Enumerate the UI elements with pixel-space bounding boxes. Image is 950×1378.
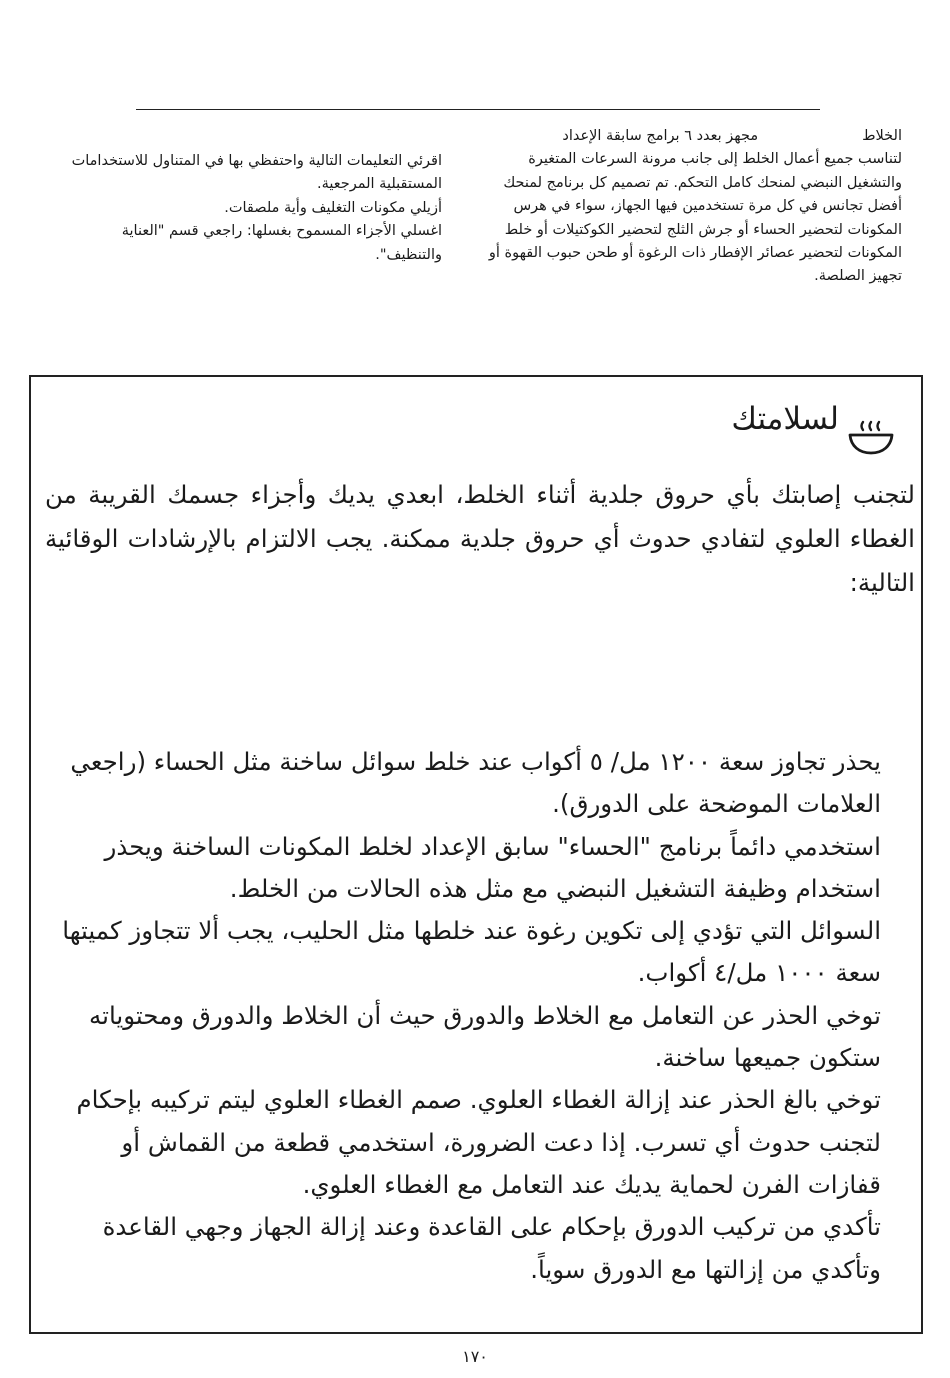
header-divider (136, 109, 820, 110)
hot-bowl-icon (845, 417, 897, 457)
list-item: يحذر تجاوز سعة ١٢٠٠ مل/ ٥ أكواب عند خلط سوائل ساخنة مثل الحساء (راجعي العلامات الموضحة على الدورق). (70, 747, 881, 819)
instruction-line: اقرئي التعليمات التالية واحتفظي بها في المتناول للاستخدامات المستقبلية المرجعية. (71, 153, 442, 193)
description-prefix: الخلاط (862, 128, 902, 144)
description-lead: مجهز بعدد ٦ برامج سابقة الإعداد (562, 128, 759, 144)
list-item: تأكدي من تركيب الدورق بإحكام على القاعدة وعند إزالة الجهاز وجهي القاعدة وتأكدي من إزالتها مع الدورق سوياً. (102, 1212, 881, 1284)
safety-section (29, 375, 923, 1334)
before-use-instructions (60, 150, 442, 267)
list-item: توخي الحذر عن التعامل مع الخلاط والدورق حيث أن الخلاط والدورق ومحتوياته ستكون جميعها ساخنة. (89, 1000, 881, 1073)
product-description (488, 125, 902, 289)
description-head (488, 125, 902, 148)
safety-list (45, 741, 881, 1291)
description-body: لتناسب جميع أعمال الخلط إلى جانب مرونة السرعات المتغيرة والتشغيل النبضي لمنحك كامل التحكم. تم تصميم كل برنامج لمنحك أفضل تجانس في كل مرة تستخدمين فيها الجهاز، سواء في هرس المكونات لتحضير الحساء أو جرش الثلج لتحضير الكوكتيلات أو خلط المكونات لتحضير عصائر الإفطار ذات الرغوة أو طحن حبوب القهوة أو تجهيز الصلصة. (488, 151, 902, 285)
list-item: استخدمي دائماً برنامج "الحساء" سابق الإعداد لخلط المكونات الساخنة ويحذر استخدام وظيفة التشغيل النبضي مع مثل هذه الحالات من الخلط. (104, 831, 881, 903)
safety-intro: لتجنب إصابتك بأي حروق جلدية أثناء الخلط، ابعدي يديك وأجزاء جسمك القريبة من الغطاء العلوي لتفادي حدوث أي حروق جلدية ممكنة. يجب الالتزام بالإرشادات الوقائية التالية: (45, 480, 915, 597)
list-item: توخي بالغ الحذر عند إزالة الغطاء العلوي. صمم الغطاء العلوي ليتم تركيبه بإحكام لتجنب حدوث أي تسرب. إذا دعت الضرورة، استخدمي قطعة من القماش أو قفازات الفرن لحماية يديك عند التعامل مع الغطاء العلوي. (76, 1085, 881, 1199)
list-item: السوائل التي تؤدي إلى تكوين رغوة عند خلطها مثل الحليب، يجب ألا تتجاوز كميتها سعة ١٠٠٠ مل/٤ أكواب. (62, 916, 881, 988)
page-number: ١٧٠ (462, 1347, 488, 1366)
safety-heading: لسلامتك (731, 401, 839, 437)
safety-heading-row (731, 399, 897, 457)
instruction-line: أزيلي مكونات التغليف وأية ملصقات. (224, 199, 442, 216)
instruction-line: اغسلي الأجزاء المسموح بغسلها: راجعي قسم "العناية والتنظيف". (121, 223, 442, 263)
